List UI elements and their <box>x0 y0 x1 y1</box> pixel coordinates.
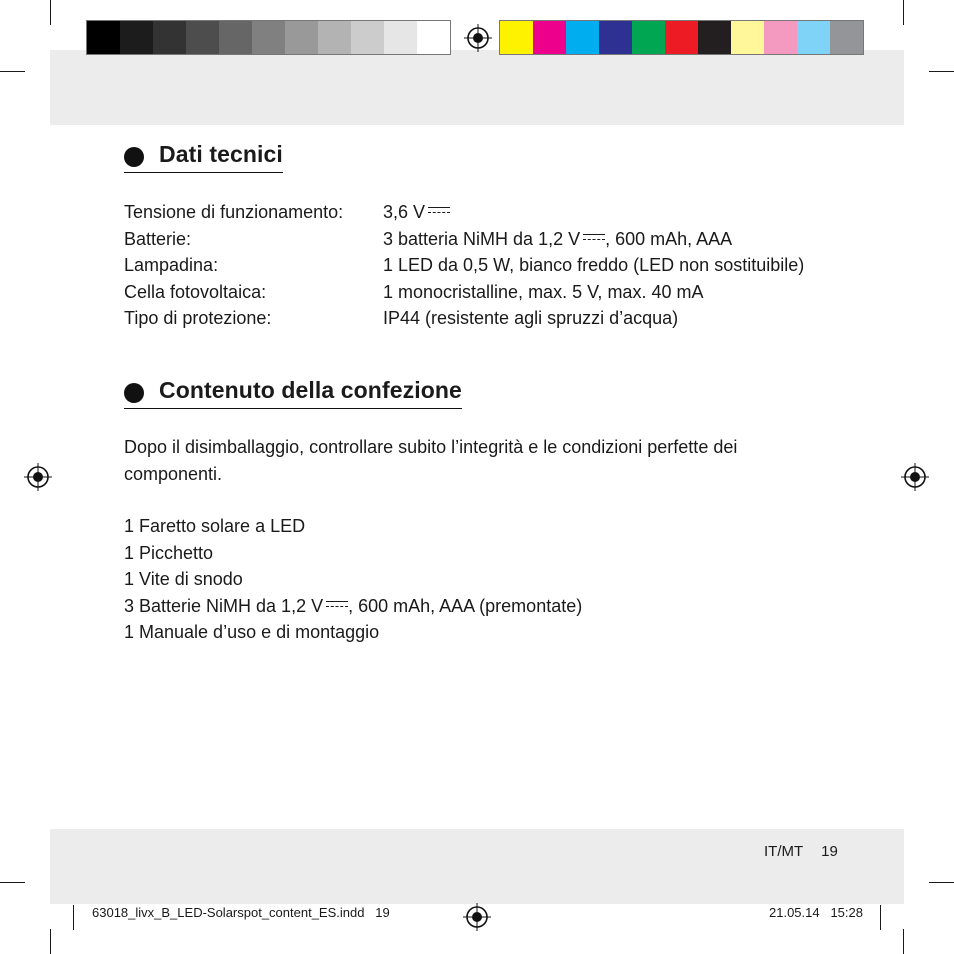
crop-mark <box>903 0 904 25</box>
color-swatch <box>566 21 599 54</box>
spec-row <box>124 199 804 226</box>
spec-label: Cella fotovoltaica: <box>124 281 267 302</box>
spec-value: 1 monocristalline, max. 5 V, max. 40 mA <box>383 281 704 302</box>
dc-symbol-icon <box>428 207 450 215</box>
color-swatch <box>500 21 533 54</box>
crop-mark <box>929 882 954 883</box>
color-swatch <box>318 21 351 54</box>
dc-symbol-icon <box>583 234 605 242</box>
gray-color-bar <box>86 20 451 55</box>
heading-underline <box>124 172 160 173</box>
color-swatch <box>252 21 285 54</box>
footer-band <box>50 829 904 904</box>
specs-table <box>124 199 804 332</box>
intro-paragraph: Dopo il disimballaggio, controllare subito l’integrità e le condizioni perfette dei componenti. <box>124 437 738 484</box>
spec-value: IP44 (resistente agli spruzzi d’acqua) <box>383 308 679 328</box>
color-swatch <box>698 21 731 54</box>
registration-mark-icon <box>464 24 492 52</box>
language-code: IT/MT <box>764 843 804 860</box>
header-band <box>50 50 904 125</box>
contents-list <box>124 513 582 646</box>
color-swatch <box>665 21 698 54</box>
spec-value: 3,6 V <box>383 199 450 226</box>
crop-mark <box>0 71 25 72</box>
registration-mark-icon <box>901 463 929 491</box>
slug-date: 21.05.14 15:28 <box>769 905 863 920</box>
registration-mark-icon <box>463 903 491 931</box>
bullet-icon <box>124 383 144 403</box>
spec-row <box>124 252 804 279</box>
crop-mark <box>50 929 51 954</box>
crop-mark <box>929 71 954 72</box>
color-swatch <box>731 21 764 54</box>
color-swatch <box>153 21 186 54</box>
spec-row <box>124 279 804 306</box>
crop-mark <box>73 905 74 930</box>
section-heading-dati-tecnici <box>124 141 283 173</box>
color-swatch <box>87 21 120 54</box>
crop-mark <box>0 882 25 883</box>
spec-label: Lampadina: <box>124 255 219 275</box>
heading-text: Dati tecnici <box>159 141 283 173</box>
color-swatch <box>797 21 830 54</box>
list-item: 1 Picchetto <box>124 542 214 563</box>
process-color-bar <box>499 20 864 55</box>
spec-row <box>124 305 804 332</box>
list-item: 3 Batterie NiMH da 1,2 V , 600 mAh, AAA (premontate) <box>124 595 583 616</box>
list-item: 1 Manuale d’uso e di montaggio <box>124 622 380 642</box>
crop-mark <box>880 905 881 930</box>
color-swatch <box>120 21 153 54</box>
section-heading-contenuto <box>124 377 462 409</box>
crop-mark <box>50 0 51 25</box>
dc-symbol-icon <box>326 601 348 609</box>
bullet-icon <box>124 147 144 167</box>
color-swatch <box>285 21 318 54</box>
color-swatch <box>599 21 632 54</box>
registration-mark-icon <box>24 463 52 491</box>
heading-text: Contenuto della confezione <box>159 377 462 409</box>
spec-label: Batterie: <box>124 228 192 249</box>
color-swatch <box>830 21 863 54</box>
color-swatch <box>351 21 384 54</box>
color-swatch <box>632 21 665 54</box>
spec-row <box>124 226 804 253</box>
color-swatch <box>219 21 252 54</box>
spec-label: Tipo di protezione: <box>124 308 272 328</box>
page-number: 19 <box>821 843 838 860</box>
slug-filename: 63018_livx_B_LED-Solarspot_content_ES.indd 19 <box>92 905 390 920</box>
spec-value: 3 batteria NiMH da 1,2 V , 600 mAh, AAA <box>383 228 733 249</box>
color-swatch <box>384 21 417 54</box>
color-swatch <box>417 21 450 54</box>
list-item: 1 Vite di snodo <box>124 569 243 589</box>
color-swatch <box>533 21 566 54</box>
color-swatch <box>186 21 219 54</box>
color-swatch <box>764 21 797 54</box>
list-item: 1 Faretto solare a LED <box>124 516 306 536</box>
page-footer <box>764 843 838 860</box>
spec-label: Tensione di funzionamento: <box>124 202 344 222</box>
spec-value: 1 LED da 0,5 W, bianco freddo (LED non sostituibile) <box>383 255 805 275</box>
crop-mark <box>903 929 904 954</box>
heading-underline <box>124 408 160 409</box>
